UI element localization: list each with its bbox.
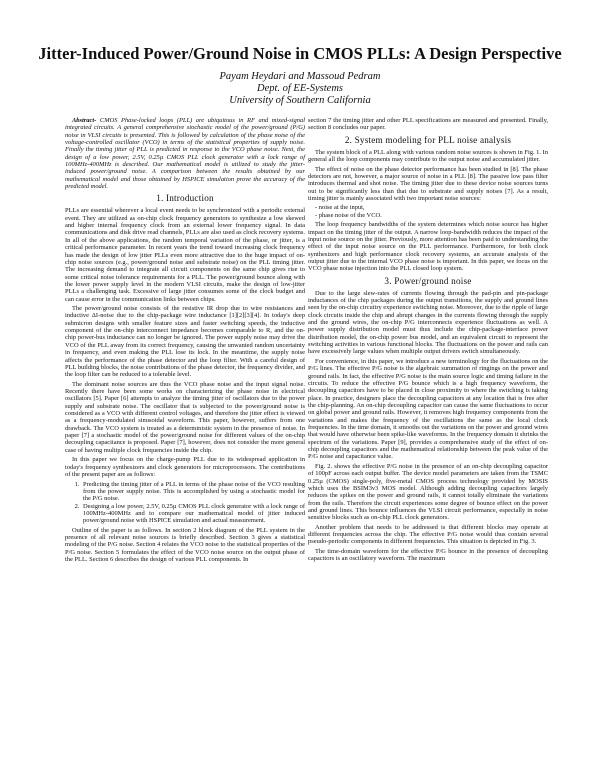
intro-paragraph-4: In this paper we focus on the charge-pump PLL due to its widespread application in today's frequency synthesizers and clock generators for microprocessors. The contributions of the present paper are as follows: [65, 456, 305, 479]
intro-paragraph-1: PLLs are essential wherever a local event needs to be synchronized with a periodic external event. They are utilized as on-chip clock frequency generators to synthesize a low skewed and higher internal frequency clock from an external lower frequency signal. In data communications and disk drive read channels, PLLs are also used as clock recovery systems. In all of the above applications, the random temporal variation of the phase, or jitter, is a critical performance parameter. In recent years the trend toward increasing clock frequency has made the design of low jitter PLLs even more attractive due to the huge impact of on-chip noise sources (e.g., power/ground noise and substrate noise) on the PLL timing jitter. The increasing demand to integrate all circuit components on the same chip gives rise to some critical noise tolerance requirements for a PLL. The power/ground bounce along with the lower power supply level in the modern VLSI circuits, make the design of low-jitter PLLs a challenging task. Excessive of large jitter consumes some of the clock budget and can cause error in the communication links between chips. [65, 207, 305, 303]
abstract-text: CMOS Phase-locked loops (PLL) are ubiquitous in RF and mixed-signal integrated circuits. A general comprehensive stochastic model of the power/ground (P/G) noise in VLSI circuits is presented. This is followed by calculation of the phase noise of the voltage-controlled oscillator (VCO) in terms of the statistical properties of supply noise. Finally the timing jitter of PLL is predicted in response to the VCO phase noise. Next, the design of a low power, 2.5V, 0.25µ CMOS PLL clock generator with a lock range of 100MHz-400MHz is described. Our mathematical model is utilized to study the jitter-induced power/ground noise. A comparison between the results obtained by our mathematical model and those obtained by HSPICE simulation prove the accuracy of the predicted model. [65, 117, 306, 191]
system-paragraph-2: The effect of noise on the phase detector performance has been studied in [8]. The phase detectors are not, however, a major source of noise in a PLL [8]. The passive low pass filter introduces thermal and shot noise. The timing jitter due to these device noise sources turns out to be significantly less than that due to substrate and supply noises [7]. As a result, timing jitter is mainly associated with two important noise sources: [308, 165, 548, 202]
outline-continuation: section 7 the timing jitter and other PLL specifications are measured and presented. Finally, section 8 concludes our paper. [308, 117, 548, 132]
noise-sources-list [308, 204, 548, 219]
pg-paragraph-5: The time-domain waveform for the effective P/G bounce in the presence of decoupling capacitors is an oscillatory waveform. The maximum [308, 548, 548, 563]
contribution-item: 2. Designing a low power, 2.5V, 0.25µ CMOS PLL clock generator with a lock range of 100MHz-400MHz and to compare our mathematical model of jitter induced power/ground noise with HSPICE simulation and actual measurement. [81, 503, 305, 525]
section-heading-power-ground-noise: 3. Power/ground noise [384, 275, 472, 286]
abstract-label: Abstract- [72, 117, 97, 124]
left-column [65, 117, 305, 566]
intro-paragraph-5: Outline of the paper is as follows. In section 2 block diagram of the PLL system in the presence of all relevant noise sources is briefly described. Section 3 gives a statistical modeling of the P/G noise. Section 4 relates the VCO noise to the statistical properties of the P/G noise. Section 5 formulates the effect of the VCO noise source on the output phase of the PLL. Section 6 describes the design of various PLL components. In [65, 526, 305, 563]
noise-source-item: - phase noise of the VCO. [315, 212, 548, 219]
section-heading-system-modeling: 2. System modeling for PLL noise analysis [344, 134, 512, 145]
noise-source-item: - noise at the input, [315, 204, 548, 211]
right-column [308, 117, 548, 565]
section-heading-introduction: 1. Introduction [156, 193, 214, 204]
paper-authors: Payam Heydari and Massoud Pedram [219, 71, 381, 82]
system-paragraph-3: The loop frequency bandwidths of the system determines which noise source has higher impact on the timing jitter of the output. A narrow loop-bandwidth reduces the impact of the input noise source on the jitter. Previously, more attention has been paid to understanding the effect of the input noise source on the PLL performance. Furthermore, for both clock synthesizers and high performance clock recovery systems, an accurate analysis of the output jitter due to the internal VCO phase noise is important. In this paper, we focus on the VCO phase noise injection into the PLL closed loop system. [308, 221, 548, 273]
abstract [65, 117, 305, 190]
intro-paragraph-3: The dominant noise sources are thus the VCO phase noise and the input signal noise. Recently there have been some works on characterizing the phase noise in electrical oscillators [5]. Paper [6] attempts to analyze the timing jitter of oscillators due to the power supply and substrate noise. The oscillator that is subjected to the power/ground noise is considered as a VCO with different control voltages, and therefore the jitter effect is viewed as a frequency-modulated sinusoidal waveform. This paper, however, suffers from one drawback. The VCO system is treated as a deterministic system in the presence of noise. In paper [7] a stochastic model of the power/ground noise for different values of the on-chip decoupling capacitance is proposed. Paper [7], however, does not consider the more general case of having multiple clock frequencies inside the chip. [65, 380, 305, 454]
system-paragraph-1: The system block of a PLL along with various random noise sources is shown in Fig. 1. In general all the loop components may contribute to the output noise and accumulated jitter. [308, 148, 548, 164]
pg-paragraph-3: Fig. 2. shows the effective P/G noise in the presence of an on-chip decoupling capacitor of 100pF across each output buffer. The device model parameters are taken from the TSMC 0.25µ (CMOS) single-poly, five-metal CMOS process technology provided by MOSIS which uses the BSIM3v3 MOS model. Although adding decoupling capacitors largely reduces the spikes on the power and ground rails, it cannot totally eliminate the variations from the rails. Therefore the circuit experiences some degree of bounce effect on the power and ground lines. This bounce influences the VLSI circuit performance, especially in noise sensitive blocks such as on-chip PLL clock generators. [308, 462, 548, 522]
paper-title: Jitter-Induced Power/Ground Noise in CMOS PLLs: A Design Perspective [38, 44, 562, 63]
intro-paragraph-2: The power/ground noise consists of the resistive IR drop due to wire resistances and inductive ΔI-noise due to the chip-package wire inductance [1][2][3][4]. In today's deep submicron designs with smaller feature sizes and faster switching speeds, the inductive component of the on-chip interconnect impedance becomes comparable to R, and the on-chip power-bus inductance can no longer be ignored. The power supply noise may drive the VCO of the PLL away from its correct frequency, causing the unwanted random uncertainty in frequency, and even making the PLL lose its lock. In the meantime, the supply noise affects the performance of the phase detector and the loop filter. With a careful design of PLL building blocks, the noise contributions of the phase detector, the frequency divider, and the loop filter can be reduced to a tolerable level. [65, 305, 305, 379]
pg-paragraph-1: Due to the large slew-rates of currents flowing through the pad-pin and pin-package inductances of the chip packages during the output transitions, the supply and ground lines seen by the on-chip circuitry experience switching noise. Moreover, due to the ripple of large clock circuits inside the chip and abrupt changes in the currents flowing through the supply and the ground wires, the on-chip P/G interconnects experience fluctuations as well. A power supply distribution model must thus include the chip-package-interface power distribution model, the on-chip power bus model, and an equivalent circuit to represent the switching activities in various functional blocks. The fluctuations on the power and rails can have excessively large values when multiple output drivers switch simultaneously. [308, 289, 548, 356]
contributions-list [65, 481, 305, 525]
contribution-item: 1. Predicting the timing jitter of a PLL in terms of the phase noise of the VCO resulting from the power supply noise. This is accomplished by using a stochastic model for the P/G noise. [81, 481, 305, 503]
paper-university: University of Southern California [229, 95, 371, 106]
pg-paragraph-2: For convenience, in this paper, we introduce a new terminology for the fluctuations on the P/G lines. The effective P/G noise is the algebraic summation of ringings on the power and ground rails. In fact, the effective P/G noise is the main source logic and timing failure in the circuits. To reduce the effective P/G bounce which is a high frequency waveform, the decoupling capacitors have to be placed in close proximity to where the switching is taking place. In practice, designers place the decoupling capacitors at any location that is free after the chip-planning. An on-chip decoupling capacitor can cause the same fluctuations to occur on global power and ground rails. However, it removes high frequency components from the variations and makes the frequency of the oscillations the same as the local clock frequencies. In the time domain, it smooths out the variations on the power and ground wires that would have otherwise been spike-like waveforms. In the frequency domain it shrinks the spectrum of the variations. Paper [9], provides a comprehensive study of the effect of on-chip decoupling capacitors and the mathematical relationship between the peak value of the P/G noise and capacitance value. [308, 357, 548, 461]
pg-paragraph-4: Another problem that needs to be addressed is that different blocks may operate at different frequencies across the chip. The effective P/G noise would thus contain several pseudo-periodic components in different frequencies. This situation is depicted in Fig. 3. [308, 523, 548, 546]
paper-department: Dept. of EE-Systems [256, 83, 344, 94]
